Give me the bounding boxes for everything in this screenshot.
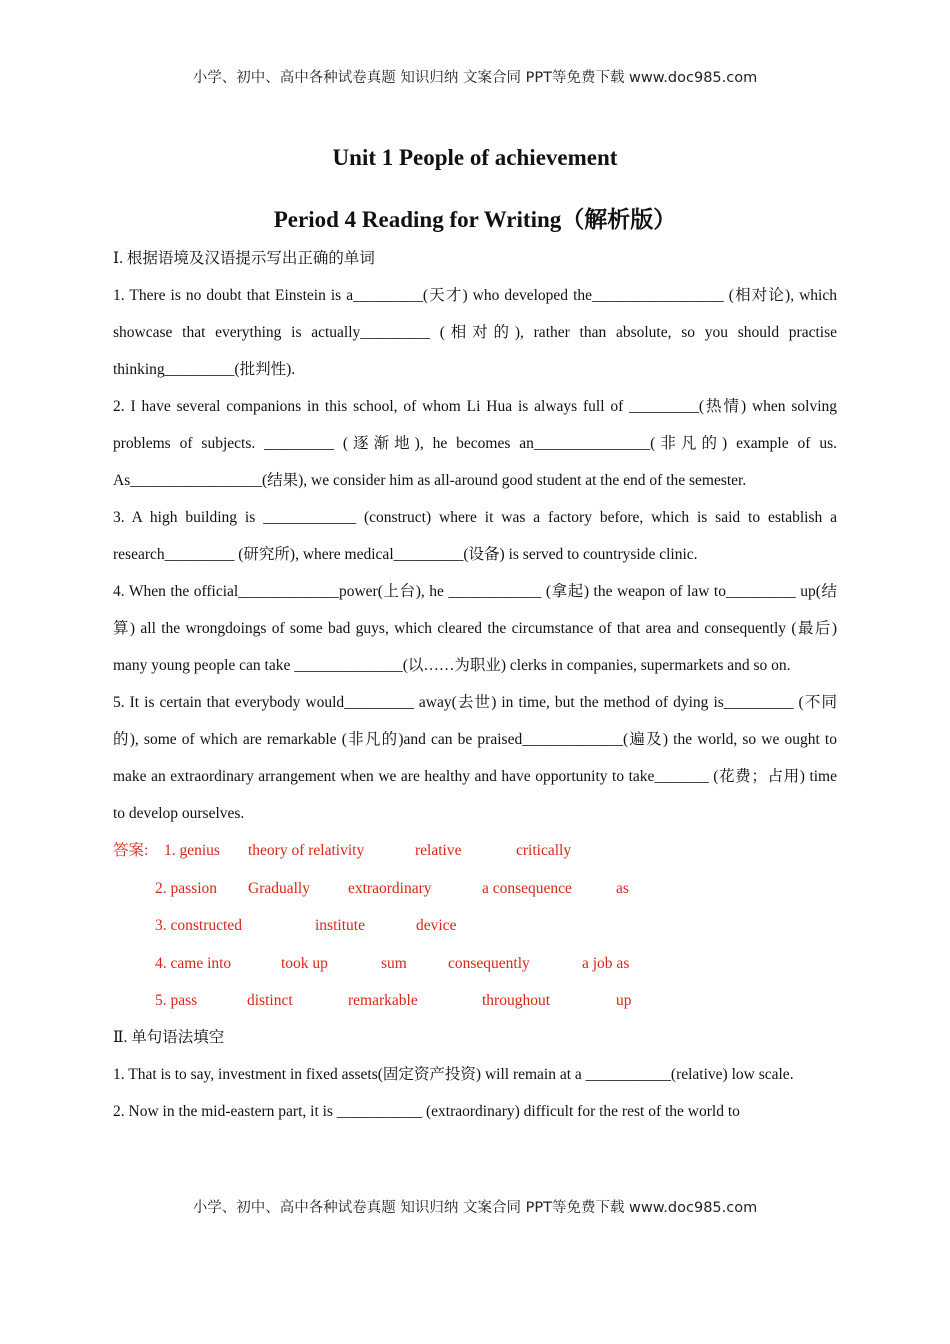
answer-item: up — [616, 992, 632, 1009]
answer-item: 3. constructed — [155, 917, 242, 934]
answer-item: critically — [516, 842, 572, 859]
answer-item: 2. passion — [155, 879, 217, 897]
page-title: Unit 1 People of achievement — [332, 145, 618, 170]
section-1-heading: Ⅰ. 根据语境及汉语提示写出正确的单词 — [113, 250, 375, 267]
answer-item: throughout — [482, 992, 551, 1009]
answer-item: distinct — [247, 992, 293, 1009]
answer-item: a consequence — [482, 879, 572, 897]
document-body — [113, 245, 837, 1130]
answer-item: sum — [381, 954, 407, 972]
question-4: 4. When the official_____________power(上台), he ____________ (拿起) the weapon of law to_________ up(结算) all the wrongdoings of some bad guys, which cleared the circumstance of that area and consequently (最后) many young people can take ______________(以……为职业) clerks in companies, supermarkets and so on. — [113, 583, 837, 674]
answer-item: 1. genius — [164, 842, 220, 859]
answer-item: consequently — [448, 954, 530, 972]
page-header: 小学、初中、高中各种试卷真题 知识归纳 文案合同 PPT等免费下载 www.doc985.com — [192, 70, 758, 86]
answer-item: took up — [281, 954, 328, 972]
answer-row-3 — [113, 907, 837, 945]
answer-item: relative — [415, 842, 462, 859]
section-2-heading: Ⅱ. 单句语法填空 — [113, 1028, 225, 1046]
question-3: 3. A high building is ____________ (construct) where it was a factory before, which is said to establish a research_________ (研究所), where medical_________(设备) is served to countryside clinic. — [113, 509, 837, 563]
grammar-question-2: 2. Now in the mid-eastern part, it is ___________ (extraordinary) difficult for the rest of the world to — [113, 1102, 740, 1120]
answer-item: theory of relativity — [248, 842, 365, 859]
answer-item: as — [616, 879, 629, 897]
answer-row-2 — [113, 870, 837, 908]
answer-item: 4. came into — [155, 954, 232, 972]
question-1: 1. There is no doubt that Einstein is a_________(天才) who developed the_________________ (相对论), which showcase that everything is actually_________ (相对的), rather than absolute, so you should practise thinking_________(批判性). — [113, 287, 837, 378]
page-footer: 小学、初中、高中各种试卷真题 知识归纳 文案合同 PPT等免费下载 www.doc985.com — [192, 1200, 758, 1216]
answer-block — [113, 832, 837, 1020]
answer-row-4 — [113, 945, 837, 983]
answer-item: 5. pass — [155, 992, 198, 1009]
question-5: 5. It is certain that everybody would_________ away(去世) in time, but the method of dying is_________ (不同的), some of which are remarkable (非凡的)and can be praised_____________(遍及) the world, so we ought to make an extraordinary arrangement when we are healthy and have opportunity to take_______ (花费；占用) time to develop ourselves. — [113, 694, 837, 822]
page-subtitle: Period 4 Reading for Writing（解析版） — [273, 207, 677, 232]
answer-item: a job as — [582, 954, 630, 972]
grammar-question-1: 1. That is to say, investment in fixed assets(固定资产投资) will remain at a ___________(relative) low scale. — [113, 1065, 794, 1083]
answer-item: institute — [315, 917, 365, 934]
answer-item: remarkable — [348, 992, 418, 1009]
answer-row-5 — [113, 982, 837, 1020]
answer-item: Gradually — [248, 879, 310, 897]
answer-label: 答案: — [113, 842, 149, 859]
answer-row-1 — [113, 832, 837, 870]
answer-item: device — [416, 917, 457, 934]
question-2: 2. I have several companions in this school, of whom Li Hua is always full of _________(热情) when solving problems of subjects. _________ (逐渐地), he becomes an_______________(非凡的) example of us. As_________________(结果), we consider him as all-around good student at the end of the semester. — [113, 398, 837, 489]
answer-item: extraordinary — [348, 879, 432, 897]
